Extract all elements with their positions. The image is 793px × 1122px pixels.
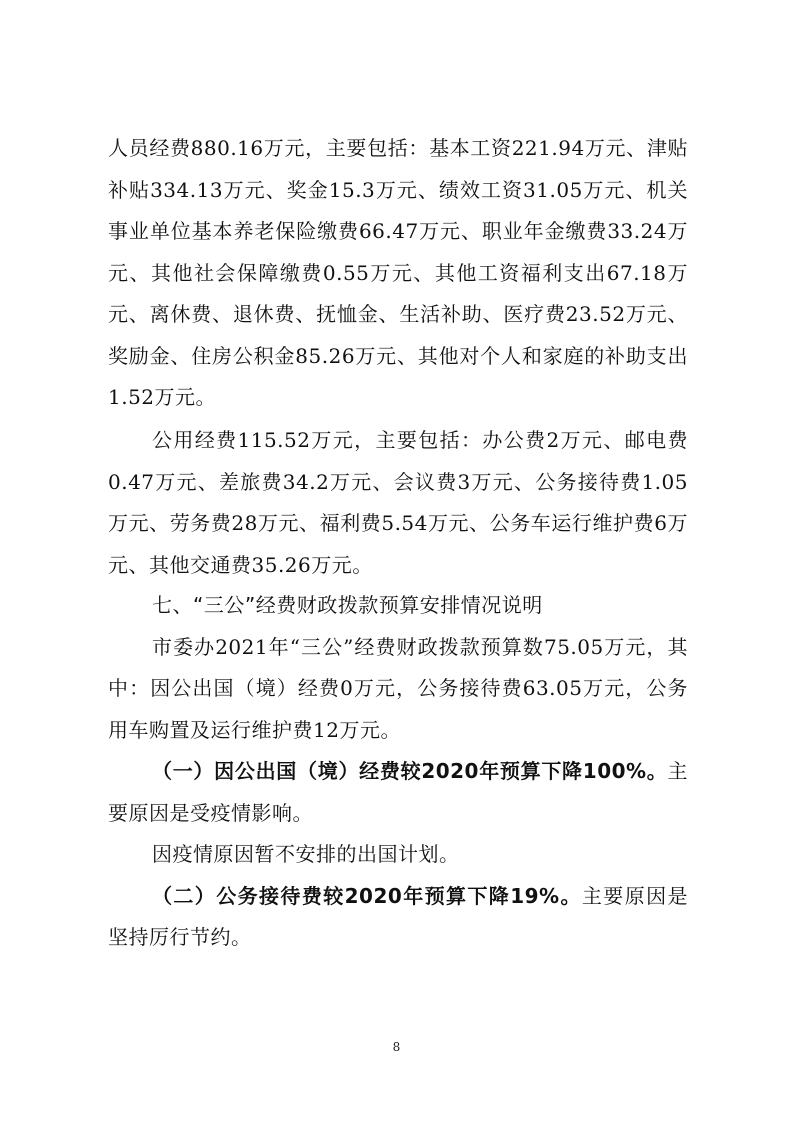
- public-expense-text: 公用经费115.52万元，主要包括：办公费2万元、邮电费0.47万元、差旅费34.2万元、会议费3万元、公务接待费1.05万元、劳务费28万元、福利费5.54万元、公务车运行维护费6万元、其他交通费35.26万元。: [108, 428, 688, 577]
- personnel-expense-text: 人员经费880.16万元，主要包括：基本工资221.94万元、津贴补贴334.13万元、奖金15.3万元、绩效工资31.05万元、机关事业单位基本养老保险缴费66.47万元、职业年金缴费33.24万元、其他社会保障缴费0.55万元、其他工资福利支出67.18万元、离休费、退休费、抚恤金、生活补助、医疗费23.52万元、奖励金、住房公积金85.26万元、其他对个人和家庭的补助支出1.52万元。: [108, 136, 688, 409]
- section-seven: [108, 585, 688, 959]
- item-one-reason: 主要原因是受疫情影响。: [108, 759, 688, 825]
- item-one-paragraph: [108, 751, 688, 834]
- public-expense-paragraph: [108, 420, 688, 586]
- item-one-heading: （一）因公出国（境）经费较2020年预算下降100%。: [152, 759, 668, 783]
- item-two-paragraph: [108, 876, 688, 959]
- personnel-expense-paragraph: [108, 128, 688, 419]
- item-one-note: 因疫情原因暂不安排的出国计划。: [152, 842, 460, 866]
- item-two-heading: （二）公务接待费较2020年预算下降19%。: [152, 883, 582, 908]
- item-two-reason: 主要原因是坚持厉行节约。: [108, 883, 689, 949]
- page-number: 8: [392, 1040, 401, 1054]
- section-heading: 七、“三公”经费财政拨款预算安排情况说明: [152, 593, 543, 617]
- three-public-total-text: 市委办2021年“三公”经费财政拨款预算数75.05万元，其中：因公出国（境）经费0万元，公务接待费63.05万元，公务用车购置及运行维护费12万元。: [108, 634, 688, 742]
